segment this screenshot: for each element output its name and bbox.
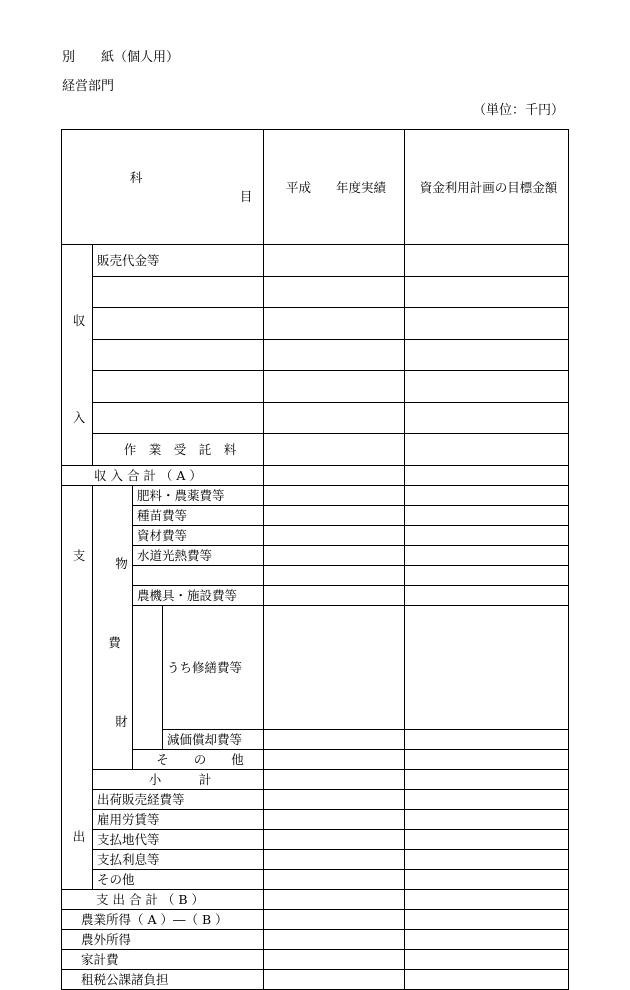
cell xyxy=(264,566,405,586)
table-row xyxy=(62,402,569,434)
cell xyxy=(405,339,569,371)
cell xyxy=(264,810,405,830)
table-header-row xyxy=(62,130,569,245)
cell xyxy=(264,466,405,486)
cell xyxy=(405,950,569,970)
cell xyxy=(264,546,405,566)
cell xyxy=(405,308,569,340)
cell xyxy=(264,245,405,277)
cell xyxy=(93,402,264,434)
cell xyxy=(264,506,405,526)
table-row xyxy=(62,308,569,340)
cell xyxy=(264,750,405,770)
header-item-a: 科 xyxy=(129,170,143,185)
cell xyxy=(264,434,405,466)
cell xyxy=(405,486,569,506)
table-row xyxy=(62,434,569,466)
cell xyxy=(405,970,569,990)
labor-label: 雇用労賃等 xyxy=(93,810,264,830)
cell xyxy=(264,890,405,910)
income-label-bottom: 入 xyxy=(72,410,86,425)
cell xyxy=(405,930,569,950)
header-target: 資金利用計画の目標金額 xyxy=(405,130,569,245)
cell xyxy=(405,606,569,730)
budget-table xyxy=(61,129,569,990)
repairs-label: うち修繕費等 xyxy=(163,606,264,730)
cell xyxy=(405,770,569,790)
table-row xyxy=(62,586,569,606)
table-row xyxy=(62,546,569,566)
shipping-label: 出荷販売経費等 xyxy=(93,790,264,810)
machinery-indent xyxy=(133,606,163,750)
sales-label: 販売代金等 xyxy=(93,245,264,277)
interest-label: 支払利息等 xyxy=(93,850,264,870)
taxes-label: 租税公課諸負担 xyxy=(62,970,264,990)
table-row xyxy=(62,850,569,870)
cell xyxy=(264,910,405,930)
machinery-label: 農機具・施設費等 xyxy=(133,586,264,606)
fertilizer-label: 肥料・農薬費等 xyxy=(133,486,264,506)
seeds-label: 種苗費等 xyxy=(133,506,264,526)
other-label: その他 xyxy=(93,870,264,890)
income-category xyxy=(62,245,93,466)
table-row xyxy=(62,606,569,730)
cell xyxy=(405,402,569,434)
cell xyxy=(264,586,405,606)
cell xyxy=(264,930,405,950)
cell xyxy=(133,566,264,586)
cell xyxy=(405,546,569,566)
table-row xyxy=(62,371,569,403)
cell xyxy=(405,850,569,870)
cell xyxy=(405,730,569,750)
other-goods-label: そ の 他 xyxy=(133,750,264,770)
contract-label: 作 業 受 託 料 xyxy=(93,434,264,466)
cell xyxy=(264,790,405,810)
income-label-top: 収 xyxy=(72,313,86,328)
expense-category xyxy=(62,486,93,890)
utilities-label: 水道光熱費等 xyxy=(133,546,264,566)
materials-label: 資材費等 xyxy=(133,526,264,546)
table-row xyxy=(62,970,569,990)
table-row xyxy=(62,810,569,830)
cell xyxy=(264,606,405,730)
cell xyxy=(264,730,405,750)
table-row xyxy=(62,910,569,930)
expense-label-top: 支 xyxy=(72,548,86,563)
rent-label: 支払地代等 xyxy=(93,830,264,850)
table-row xyxy=(62,930,569,950)
cell xyxy=(405,526,569,546)
cell xyxy=(405,870,569,890)
goods-label-2: 費 xyxy=(108,635,121,650)
cell xyxy=(93,371,264,403)
cell xyxy=(264,870,405,890)
cell xyxy=(264,970,405,990)
table-row xyxy=(62,750,569,770)
cell xyxy=(405,434,569,466)
cell xyxy=(405,830,569,850)
goods-label-1: 物 xyxy=(115,556,128,571)
header-item xyxy=(62,130,264,245)
subtotal-label: 小 計 xyxy=(93,770,264,790)
cell xyxy=(264,850,405,870)
table-row xyxy=(62,790,569,810)
cell xyxy=(405,245,569,277)
cell xyxy=(264,402,405,434)
cell xyxy=(405,890,569,910)
goods-category xyxy=(93,486,133,770)
table-row xyxy=(62,506,569,526)
table-row xyxy=(62,890,569,910)
header-actual: 平成 年度実績 xyxy=(264,130,405,245)
cell xyxy=(264,486,405,506)
cell xyxy=(405,810,569,830)
department-label: 経営部門 xyxy=(62,79,115,94)
cell xyxy=(405,910,569,930)
cell xyxy=(264,276,405,308)
cell xyxy=(405,466,569,486)
income-total-label: 収 入 合 計 （ A ） xyxy=(62,466,264,486)
farm-income-label: 農業所得（ A ）―（ B ） xyxy=(62,910,264,930)
cell xyxy=(264,308,405,340)
nonfarm-income-label: 農外所得 xyxy=(62,930,264,950)
table-row xyxy=(62,830,569,850)
cell xyxy=(405,586,569,606)
table-row xyxy=(62,526,569,546)
cell xyxy=(405,566,569,586)
header-item-b: 目 xyxy=(239,189,253,204)
cell xyxy=(93,276,264,308)
expense-total-label: 支 出 合 計 （ B ） xyxy=(62,890,264,910)
cell xyxy=(405,371,569,403)
cell xyxy=(264,526,405,546)
cell xyxy=(264,830,405,850)
table-row xyxy=(62,870,569,890)
table-row xyxy=(62,245,569,277)
cell xyxy=(264,371,405,403)
cell xyxy=(93,308,264,340)
cell xyxy=(264,950,405,970)
goods-label-3: 財 xyxy=(115,714,128,729)
table-row xyxy=(62,466,569,486)
table-row xyxy=(62,486,569,506)
cell xyxy=(93,339,264,371)
attachment-label: 別 紙（個人用） xyxy=(62,50,180,65)
cell xyxy=(405,506,569,526)
cell xyxy=(264,770,405,790)
household-label: 家計費 xyxy=(62,950,264,970)
table-row xyxy=(62,566,569,586)
table-row xyxy=(62,339,569,371)
cell xyxy=(405,276,569,308)
cell xyxy=(405,790,569,810)
unit-label: （単位：千円） xyxy=(473,103,565,118)
cell xyxy=(405,750,569,770)
expense-label-bottom: 出 xyxy=(72,829,86,844)
cell xyxy=(264,339,405,371)
table-row xyxy=(62,276,569,308)
depreciation-label: 減価償却費等 xyxy=(163,730,264,750)
table-row xyxy=(62,770,569,790)
table-row xyxy=(62,950,569,970)
